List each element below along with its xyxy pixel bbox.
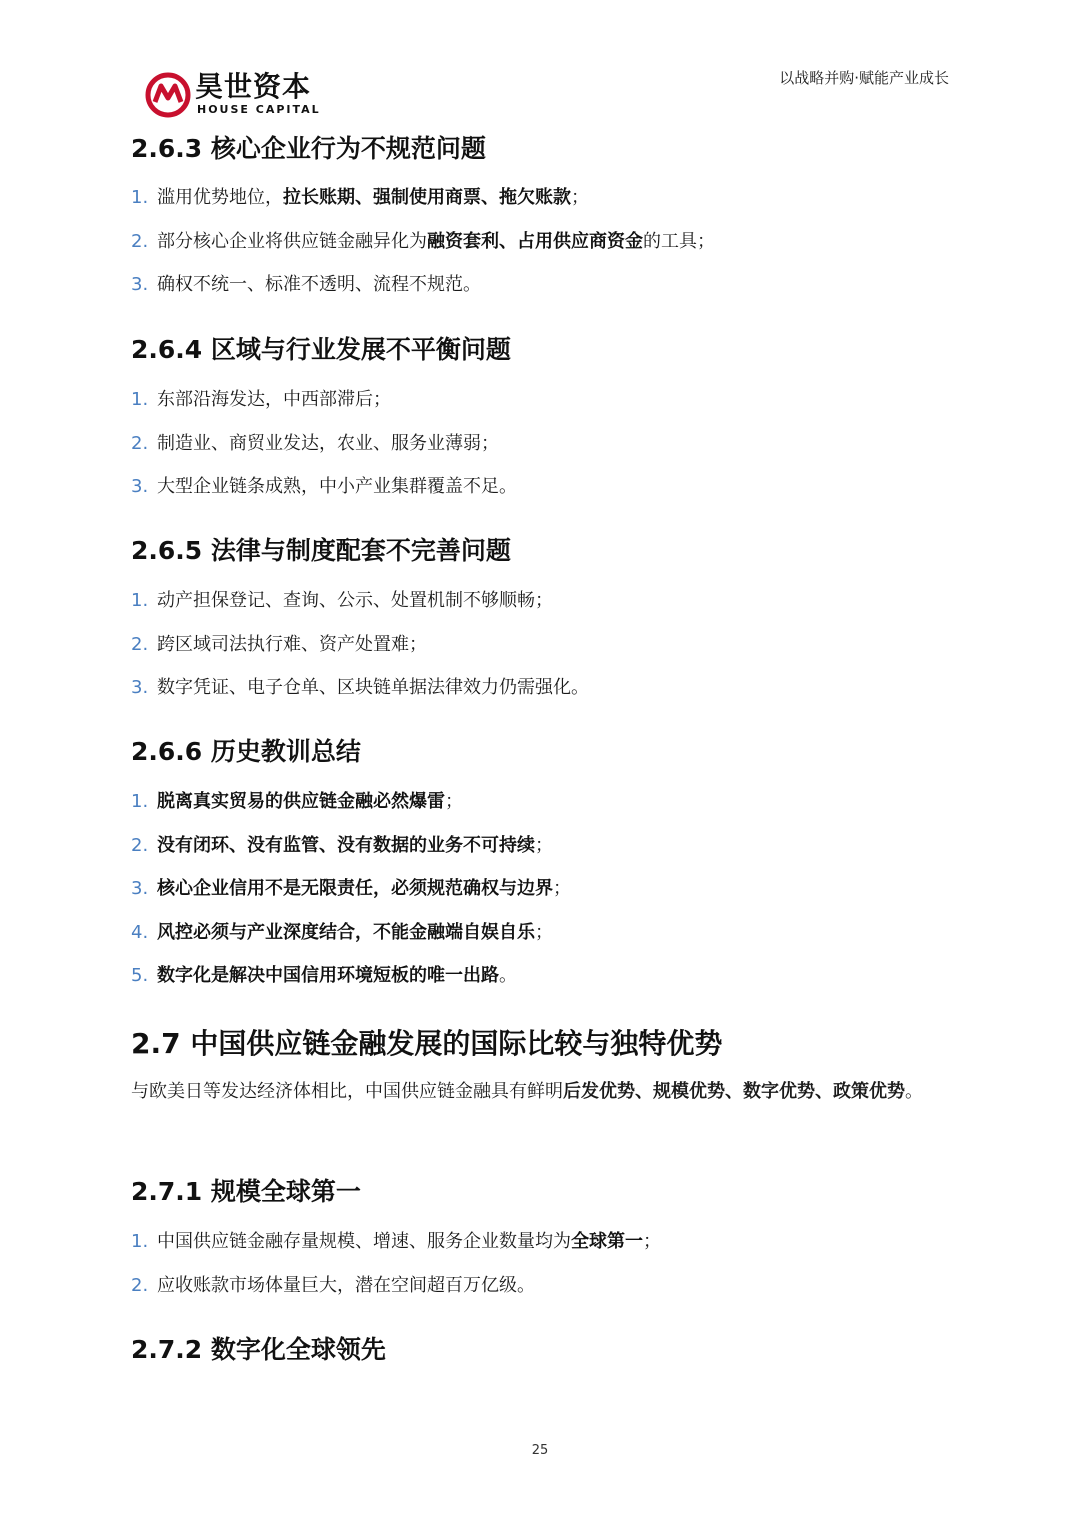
list-item bbox=[131, 387, 951, 431]
list-item bbox=[131, 431, 951, 475]
item-text: 部分核心企业将供应链金融异化为 bbox=[157, 230, 427, 252]
section-2-6-6 bbox=[131, 736, 951, 1007]
list-number: 2. bbox=[131, 834, 149, 856]
list-item bbox=[131, 1229, 951, 1273]
item-bold-text: 脱离真实贸易的供应链金融必然爆雷 bbox=[157, 791, 445, 812]
item-bold-text: 数字化是解决中国信用环境短板的唯一出路 bbox=[157, 965, 499, 986]
section-2-6-5 bbox=[131, 535, 951, 719]
section-heading: 2.6.5 法律与制度配套不完善问题 bbox=[131, 536, 511, 565]
logo-chinese-name: 昊世资本 bbox=[195, 70, 312, 103]
list-number: 1. bbox=[131, 1231, 149, 1252]
item-text-tail: ； bbox=[445, 791, 463, 812]
item-bold-text: 拉长账期、强制使用商票、拖欠账款 bbox=[283, 187, 571, 208]
list-number: 3. bbox=[131, 677, 149, 698]
list-item bbox=[131, 876, 951, 920]
header-slogan: 以战略并购·赋能产业成长 bbox=[779, 69, 949, 87]
item-text: 确权不统一、标准不透明、流程不规范。 bbox=[157, 274, 481, 295]
house-capital-logo-icon bbox=[145, 72, 191, 118]
list-item bbox=[131, 963, 951, 1007]
section-2-7-2 bbox=[131, 1334, 951, 1366]
list-item bbox=[131, 185, 951, 229]
intro-text: 与欧美日等发达经济体相比，中国供应链金融具有鲜明 bbox=[131, 1081, 563, 1102]
item-bold-text: 融资套利、占用供应商资金 bbox=[427, 230, 643, 252]
item-bold-text: 风控必须与产业深度结合，不能金融端自娱自乐 bbox=[157, 921, 535, 943]
section-list bbox=[131, 789, 951, 1007]
list-number: 3. bbox=[131, 878, 149, 899]
item-bold-text: 全球第一 bbox=[571, 1231, 643, 1252]
section-heading: 2.6.4 区域与行业发展不平衡问题 bbox=[131, 335, 511, 364]
section-list bbox=[131, 185, 951, 316]
list-number: 2. bbox=[131, 230, 149, 252]
section-list bbox=[131, 588, 951, 719]
list-number: 5. bbox=[131, 965, 149, 986]
item-text: 跨区域司法执行难、资产处置难； bbox=[157, 633, 427, 655]
section-list bbox=[131, 387, 951, 518]
item-bold-text: 核心企业信用不是无限责任，必须规范确权与边界 bbox=[157, 878, 553, 899]
intro-bold-text: 后发优势、规模优势、数字优势、政策优势 bbox=[563, 1081, 905, 1102]
list-item bbox=[131, 272, 951, 316]
chapter-2-7 bbox=[131, 1026, 951, 1108]
list-number: 1. bbox=[131, 389, 149, 410]
list-item bbox=[131, 632, 951, 676]
item-text: 滥用优势地位， bbox=[157, 187, 283, 208]
chapter-heading: 2.7 中国供应链金融发展的国际比较与独特优势 bbox=[131, 1027, 723, 1060]
item-text-tail: ； bbox=[571, 187, 589, 208]
intro-text-tail: 。 bbox=[905, 1081, 923, 1102]
item-text-tail: ； bbox=[553, 878, 571, 899]
item-text-tail: 。 bbox=[499, 965, 517, 986]
item-text: 动产担保登记、查询、公示、处置机制不够顺畅； bbox=[157, 590, 553, 611]
list-number: 1. bbox=[131, 590, 149, 611]
list-number: 2. bbox=[131, 633, 149, 655]
item-text: 大型企业链条成熟，中小产业集群覆盖不足。 bbox=[157, 476, 517, 497]
section-2-6-3 bbox=[131, 133, 951, 316]
list-item bbox=[131, 920, 951, 964]
list-item bbox=[131, 1273, 951, 1317]
list-item bbox=[131, 229, 951, 273]
list-item bbox=[131, 789, 951, 833]
section-heading: 2.7.2 数字化全球领先 bbox=[131, 1335, 386, 1364]
section-2-6-4 bbox=[131, 334, 951, 518]
item-text: 制造业、商贸业发达，农业、服务业薄弱； bbox=[157, 432, 499, 454]
section-2-7-1 bbox=[131, 1176, 951, 1316]
list-number: 1. bbox=[131, 187, 149, 208]
list-number: 2. bbox=[131, 1274, 149, 1296]
item-bold-text: 没有闭环、没有监管、没有数据的业务不可持续 bbox=[157, 834, 535, 856]
item-text-tail: ； bbox=[535, 921, 553, 943]
logo-english-name: HOUSE CAPITAL bbox=[197, 103, 321, 116]
section-heading: 2.7.1 规模全球第一 bbox=[131, 1177, 361, 1206]
list-number: 3. bbox=[131, 274, 149, 295]
chapter-intro bbox=[131, 1076, 951, 1108]
list-item bbox=[131, 675, 951, 719]
list-item bbox=[131, 588, 951, 632]
company-logo bbox=[145, 70, 321, 118]
item-text: 数字凭证、电子仓单、区块链单据法律效力仍需强化。 bbox=[157, 677, 589, 698]
item-text: 应收账款市场体量巨大，潜在空间超百万亿级。 bbox=[157, 1274, 535, 1296]
item-text: 中国供应链金融存量规模、增速、服务企业数量均为 bbox=[157, 1231, 571, 1252]
list-number: 1. bbox=[131, 791, 149, 812]
list-number: 3. bbox=[131, 476, 149, 497]
page-number: 25 bbox=[531, 1443, 549, 1458]
list-number: 4. bbox=[131, 921, 149, 943]
item-text: 东部沿海发达，中西部滞后； bbox=[157, 389, 391, 410]
list-number: 2. bbox=[131, 432, 149, 454]
section-heading: 2.6.6 历史教训总结 bbox=[131, 737, 361, 766]
section-heading: 2.6.3 核心企业行为不规范问题 bbox=[131, 134, 486, 163]
list-item bbox=[131, 833, 951, 877]
section-list bbox=[131, 1229, 951, 1316]
item-text-tail: ； bbox=[643, 1231, 661, 1252]
item-text-tail: ； bbox=[535, 834, 553, 856]
item-text-tail: 的工具； bbox=[643, 230, 715, 252]
list-item bbox=[131, 474, 951, 518]
